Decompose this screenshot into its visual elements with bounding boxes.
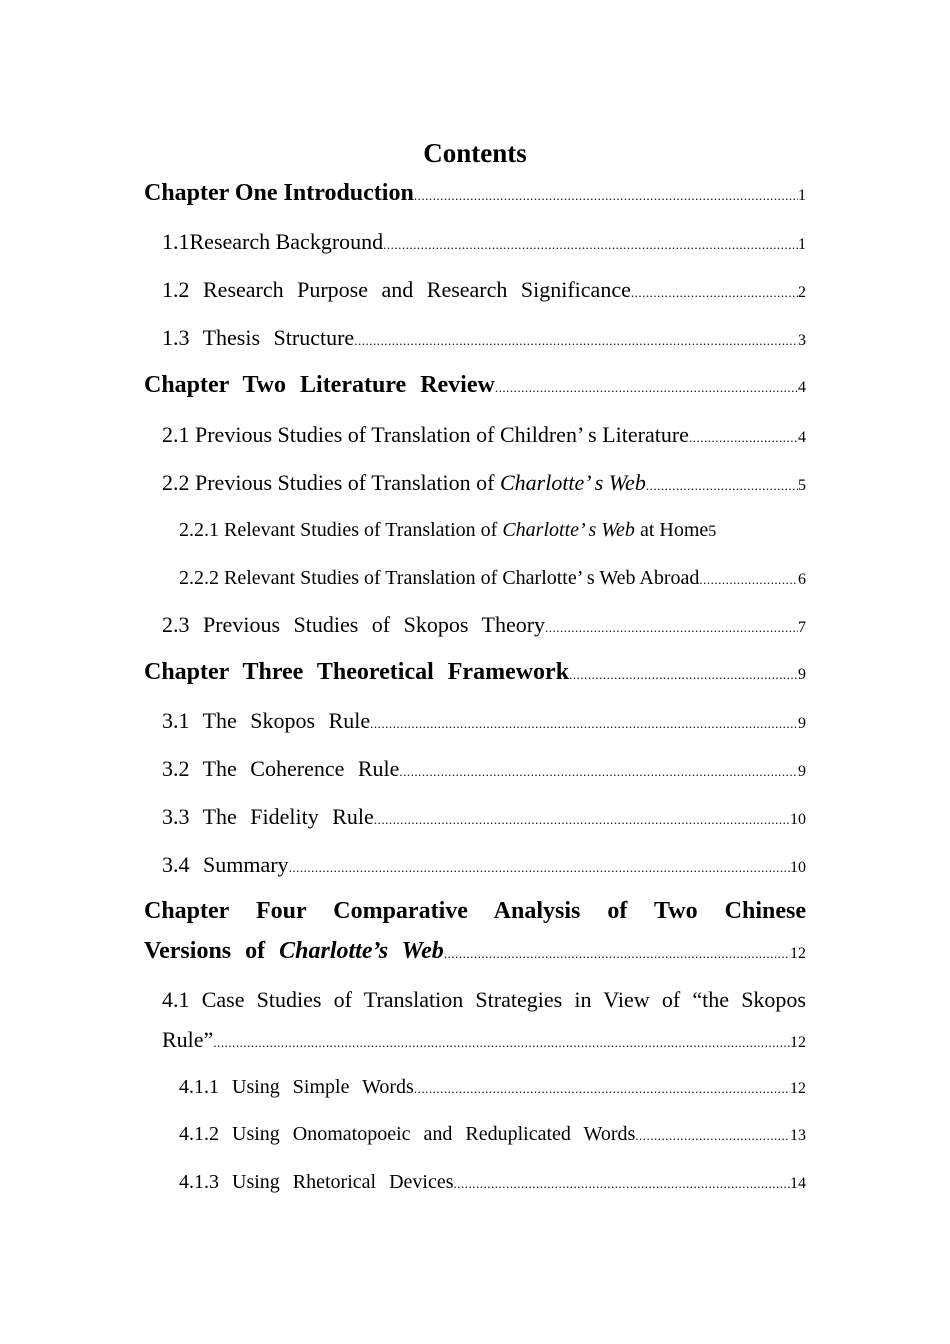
- toc-entry-3-2[interactable]: [162, 756, 806, 782]
- toc-page-number: 1: [798, 187, 806, 204]
- book-title-italic: Charlotte’ s Web: [499, 470, 646, 495]
- toc-entry-label: 1.3 Thesis Structure: [162, 325, 355, 350]
- toc-entry-3-4[interactable]: [162, 852, 806, 878]
- toc-page-number: 10: [790, 859, 806, 876]
- leader-dots: [414, 1081, 790, 1097]
- book-title-italic: Charlotte’ s Web: [502, 519, 635, 541]
- leader-dots: [383, 237, 798, 253]
- toc-entry-label: 4.1.1 Using Simple Words: [179, 1076, 414, 1098]
- leader-dots: [495, 380, 798, 396]
- toc-entry-chapter-four-line1[interactable]: Chapter Four Comparative Analysis of Two Chinese: [144, 898, 806, 924]
- leader-dots: [289, 860, 790, 876]
- toc-entry-label: 4.1.2 Using Onomatopoeic and Reduplicated Words: [179, 1123, 636, 1145]
- toc-entry-4-1-1[interactable]: [179, 1076, 806, 1099]
- leader-dots: [545, 620, 798, 636]
- toc-entry-label: 2.2 Previous Studies of Translation of Charlotte’ s Web: [162, 470, 646, 495]
- toc-page-number: 9: [798, 666, 806, 683]
- toc-page-number: 12: [790, 1034, 806, 1051]
- toc-entry-label: Rule”: [162, 1027, 214, 1052]
- leader-dots: [414, 188, 798, 204]
- toc-page-number: 13: [790, 1127, 806, 1144]
- toc-page-number: 9: [798, 763, 806, 780]
- toc-entry-chapter-one[interactable]: [144, 180, 806, 207]
- leader-dots: [374, 812, 790, 828]
- toc-entry-label: 3.2 The Coherence Rule: [162, 756, 400, 781]
- leader-dots: [699, 572, 798, 588]
- toc-entry-2-2-2[interactable]: [179, 567, 806, 590]
- book-title-italic: Charlotte’s Web: [279, 938, 444, 964]
- leader-dots: [354, 333, 798, 349]
- toc-entry-4-1-3[interactable]: [179, 1171, 806, 1194]
- toc-page-number: 7: [798, 619, 806, 636]
- toc-page-number: 5: [798, 477, 806, 494]
- toc-entry-label: 1.1Research Background: [162, 229, 384, 254]
- toc-entry-chapter-two[interactable]: [144, 372, 806, 399]
- leader-dots: [631, 285, 798, 301]
- toc-entry-label: Chapter Three Theoretical Framework: [144, 659, 570, 685]
- toc-page-number: 10: [790, 811, 806, 828]
- toc-entry-2-2[interactable]: [162, 470, 806, 496]
- toc-entry-label: 2.1 Previous Studies of Translation of Children’ s Literature: [162, 422, 689, 447]
- leader-dots: [399, 764, 798, 780]
- toc-entry-2-3[interactable]: [162, 612, 806, 638]
- toc-page-number: 5: [708, 523, 717, 540]
- leader-dots: [689, 430, 798, 446]
- leader-dots: [569, 667, 798, 683]
- toc-entry-4-1-line1[interactable]: 4.1 Case Studies of Translation Strategies in View of “the Skopos: [162, 987, 806, 1012]
- toc-entry-3-1[interactable]: [162, 708, 806, 734]
- toc-page-number: 9: [798, 715, 806, 732]
- toc-entry-label: Chapter Two Literature Review: [144, 372, 495, 398]
- toc-page-number: 14: [790, 1175, 806, 1192]
- toc-page-number: 2: [798, 284, 806, 301]
- toc-page-number: 4: [798, 429, 806, 446]
- toc-entry-4-1-2[interactable]: [179, 1123, 806, 1146]
- toc-entry-label: 4.1.3 Using Rhetorical Devices: [179, 1171, 454, 1193]
- toc-entry-label: Versions of Charlotte’s Web: [144, 938, 444, 964]
- toc-entry-label: 2.2.2 Relevant Studies of Translation of Charlotte’ s Web Abroad: [179, 567, 700, 589]
- leader-dots: [646, 478, 798, 494]
- leader-dots: [370, 716, 798, 732]
- toc-entry-chapter-three[interactable]: [144, 659, 806, 686]
- toc-entry-4-1[interactable]: [162, 1027, 806, 1053]
- toc-page-number: 4: [798, 379, 806, 396]
- leader-dots: [213, 1035, 790, 1051]
- toc-entry-label: 1.2 Research Purpose and Research Significance: [162, 277, 631, 302]
- toc-entry-label: Chapter One Introduction: [144, 180, 414, 206]
- toc-page-number: 12: [790, 945, 806, 962]
- contents-title: Contents: [423, 138, 527, 168]
- toc-entry-label: 3.4 Summary: [162, 852, 289, 877]
- toc-entry-2-2-1[interactable]: [179, 519, 806, 542]
- toc-page-number: 3: [798, 332, 806, 349]
- toc-entry-label: 2.2.1 Relevant Studies of Translation of Charlotte’ s Web at Home: [179, 519, 709, 541]
- toc-entry-chapter-four[interactable]: [144, 938, 806, 965]
- toc-entry-1-1[interactable]: [162, 229, 806, 255]
- toc-entry-label: 3.3 The Fidelity Rule: [162, 804, 374, 829]
- toc-page-number: 6: [798, 571, 806, 588]
- toc-entry-label: 2.3 Previous Studies of Skopos Theory: [162, 612, 546, 637]
- toc-entry-3-3[interactable]: [162, 804, 806, 830]
- toc-page-number: 12: [790, 1080, 806, 1097]
- leader-dots: [635, 1128, 790, 1144]
- toc-entry-1-2[interactable]: [162, 277, 806, 303]
- leader-dots: [444, 946, 790, 962]
- toc-entry-label: 3.1 The Skopos Rule: [162, 708, 371, 733]
- toc-entry-2-1[interactable]: [162, 422, 806, 448]
- toc-page-number: 1: [798, 236, 806, 253]
- toc-entry-1-3[interactable]: [162, 325, 806, 351]
- leader-dots: [454, 1176, 791, 1192]
